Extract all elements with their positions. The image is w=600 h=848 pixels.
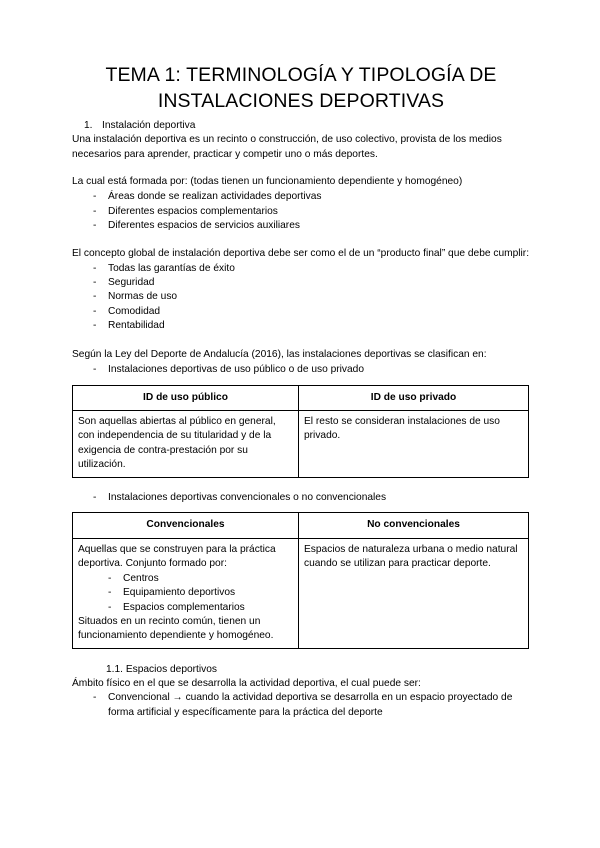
table-cell-non-conventional-description: Espacios de naturaleza urbana o medio natural cuando se utilizan para practicar deporte.	[299, 538, 529, 648]
table-use-type	[72, 385, 529, 478]
table-cell-conventional-description	[73, 538, 299, 648]
section-1-number: 1.	[84, 120, 93, 131]
conventional-items	[78, 572, 293, 615]
list-item: - Diferentes espacios de servicios auxiliares	[72, 219, 530, 234]
table-header-private: ID de uso privado	[299, 385, 529, 410]
section-1-1-paragraph: Ámbito físico en el que se desarrolla la actividad deportiva, el cual puede ser:	[72, 677, 421, 689]
conventional-intro: Aquellas que se construyen para la práctica deportiva. Conjunto formado por:	[78, 543, 276, 570]
table-cell-public-description: Son aquellas abiertas al público en general, con independencia de su titularidad y de la exigencia de contra-prestación por su utilización.	[73, 411, 299, 478]
spacer	[72, 378, 530, 385]
spacer	[72, 505, 530, 512]
section-1-1-heading: 1.1. Espacios deportivos	[106, 663, 217, 675]
list-item: - Espacios complementarios	[78, 601, 293, 615]
list-item: - Todas las garantías de éxito	[72, 262, 530, 276]
list-item: - Diferentes espacios complementarios	[72, 205, 530, 220]
composition-intro: La cual está formada por: (todas tienen un funcionamiento dependiente y homogéneo)	[72, 176, 463, 188]
spacer	[72, 649, 530, 662]
classification-list-2	[72, 491, 530, 506]
table-conventional-type	[72, 512, 529, 648]
list-item: - Normas de uso	[72, 290, 530, 304]
table-row	[73, 411, 529, 478]
law-intro: Según la Ley del Deporte de Andalucía (2016), las instalaciones deportivas se clasifican en:	[72, 349, 487, 361]
title-line-1: TEMA 1: TERMINOLOGÍA Y TIPOLOGÍA DE	[105, 64, 497, 86]
table-cell-private-description: El resto se consideran instalaciones de uso privado.	[299, 411, 529, 478]
table-row	[73, 538, 529, 648]
page-title	[72, 62, 530, 114]
spacer	[72, 478, 530, 491]
list-item: - Áreas donde se realizan actividades deportivas	[72, 190, 530, 205]
classification-list-1	[72, 363, 530, 378]
list-item: - Comodidad	[72, 305, 530, 319]
spacer	[72, 333, 530, 348]
spacer	[72, 162, 530, 175]
section-1-title: Instalación deportiva	[102, 120, 196, 131]
table-header-conventional: Convencionales	[73, 513, 299, 538]
title-line-2: INSTALACIONES DEPORTIVAS	[157, 90, 445, 112]
list-item: - Centros	[78, 572, 293, 586]
global-concept-intro: El concepto global de instalación deportiva debe ser como el de un “producto final” que debe cumplir:	[72, 248, 530, 260]
table-header-row	[73, 513, 529, 538]
section-1-paragraph: Una instalación deportiva es un recinto o construcción, de uso colectivo, provista de los medios necesarios para aprender, practicar y competir uno o más deportes.	[72, 134, 502, 160]
table-header-public: ID de uso público	[73, 385, 299, 410]
table-header-non-conventional: No convencionales	[299, 513, 529, 538]
list-item: - Instalaciones deportivas de uso público o de uso privado	[72, 363, 530, 378]
section-1-heading	[72, 118, 530, 133]
list-item: - Instalaciones deportivas convencionales o no convencionales	[72, 491, 530, 506]
list-item: - Rentabilidad	[72, 319, 530, 333]
composition-list	[72, 190, 530, 234]
section-1-1-list	[72, 691, 530, 721]
table-header-row	[73, 385, 529, 410]
list-item: - Seguridad	[72, 276, 530, 290]
conventional-outro: Situados en un recinto común, tienen un funcionamiento dependiente y homogéneo.	[78, 615, 274, 642]
list-item: - Convencional → cuando la actividad deportiva se desarrolla en un espacio proyectado de forma artificial y específicamente para la práctica del deporte	[72, 691, 530, 721]
spacer	[72, 234, 530, 247]
global-concept-list	[72, 262, 530, 333]
list-item: - Equipamiento deportivos	[78, 586, 293, 600]
